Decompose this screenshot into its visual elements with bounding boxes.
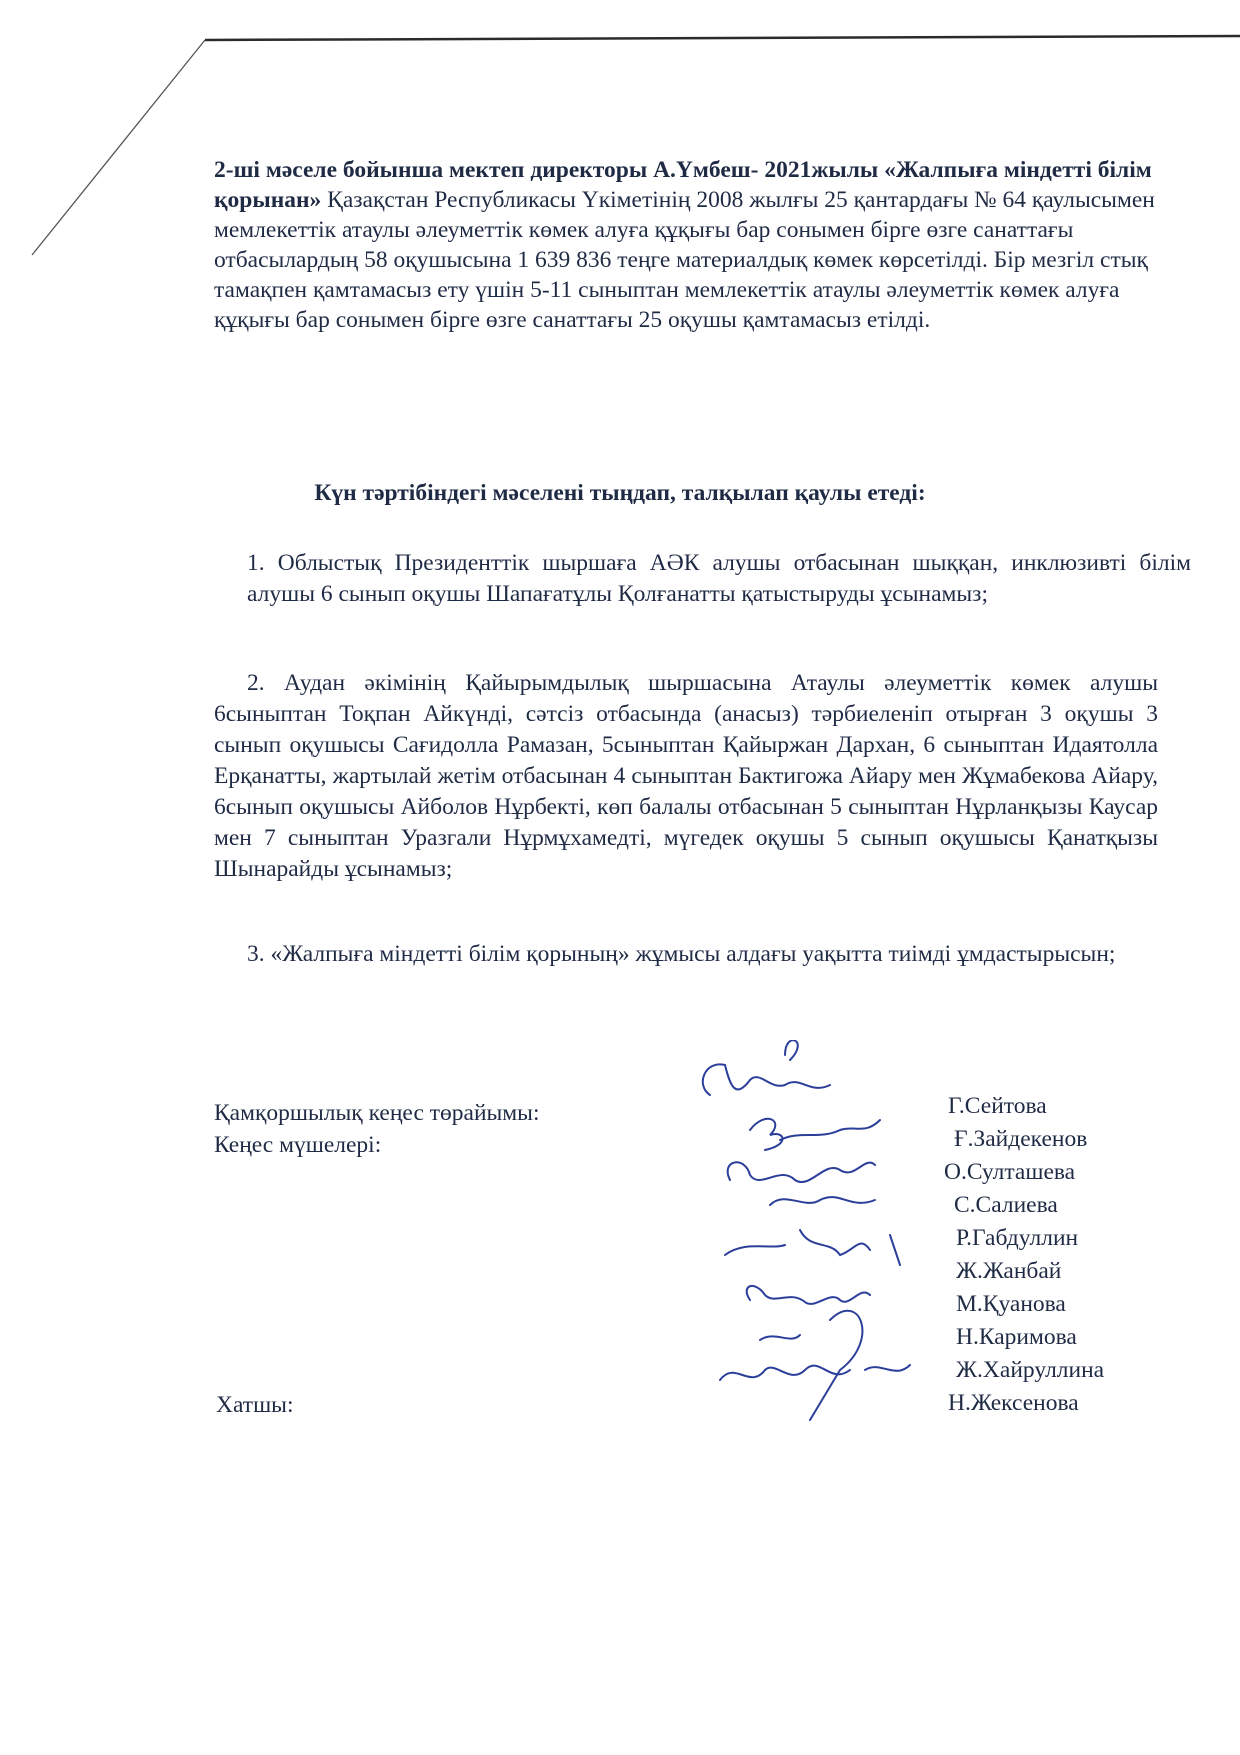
member-name: Ғ.Зайдекенов — [954, 1126, 1088, 1152]
resolution-item-1: 1. Облыстық Президенттік шыршаға АӘК алушы отбасынан шыққан, инклюзивті білім алушы 6 сынып оқушы Шапағатұлы Қолғанатты қатыстыруды ұсынамыз; — [247, 550, 1191, 607]
member-name: О.Султашева — [944, 1159, 1076, 1185]
intro-text: Қазақстан Республикасы Үкіметінің 2008 жылғы 25 қантардағы № 64 қаулысымен мемлекеттік атаулы әлеуметтік көмек алуға құқығы бар сонымен бірге өзге санаттағы отбасылардың 58 оқушысына 1 639 836 теңге материалдық көмек көрсетілді. Бір мезгіл стық тамақпен қамтамасыз ету үшін 5-11 сыныптан мемлекеттік атаулы әлеуметтік көмек алуға құқығы бар сонымен бірге өзге санаттағы 25 оқушы қамтамасыз етілді. — [214, 187, 1155, 333]
secretary-label: Хатшы: — [216, 1392, 294, 1418]
resolution-item-3: 3. «Жалпыға міндетті білім қорының» жұмысы алдағы уақытта тиімді ұмдастырысын; — [247, 941, 1116, 967]
member-name: С.Салиева — [954, 1192, 1058, 1218]
member-name: Н.Жексенова — [948, 1390, 1079, 1416]
member-name: Ж.Хайруллина — [956, 1357, 1105, 1383]
member-name: М.Қуанова — [956, 1291, 1066, 1317]
member-name: Р.Габдуллин — [956, 1225, 1079, 1251]
handwritten-signatures — [690, 1040, 970, 1430]
resolution-heading: Күн тәртібіндегі мәселені тыңдап, талқылап қаулы етеді: — [314, 480, 926, 506]
intro-bold: 2-ші мәселе бойынша мектеп директоры А.Үмбеш- 2021жылы «Жалпыға міндетті білім қорынан» — [214, 157, 1152, 213]
intro-paragraph — [214, 155, 1164, 335]
member-name: Н.Каримова — [956, 1324, 1077, 1350]
member-name: Ж.Жанбай — [956, 1258, 1062, 1284]
member-name: Г.Сейтова — [948, 1093, 1047, 1119]
chair-label: Қамқоршылық кеңес төрайымы: — [214, 1100, 540, 1126]
members-label: Кеңес мүшелері: — [214, 1132, 382, 1158]
resolution-item-2: 2. Аудан әкімінің Қайырымдылық шыршасына Атаулы әлеуметтік көмек алушы 6сыныптан Тоқпан Айкүнді, сәтсіз отбасында (анасыз) тәрбиеленіп отырған 3 оқушы 3 сынып оқушысы Сағидолла Рамазан, 5сыныптан Қайыржан Дархан, 6 сыныптан Идаятолла Ерқанатты, жартылай жетім отбасынан 4 сыныптан Бактигожа Айару мен Жұмабекова Айару, 6сынып оқушысы Айболов Нұрбекті, көп балалы отбасынан 5 сыныптан Нұрланқызы Каусар мен 7 сыныптан Уразгали Нұрмұхамедті, мүгедек оқушы 5 сынып оқушысы Қанатқызы Шынарайды ұсынамыз; — [214, 670, 1158, 882]
member-names-list — [944, 1090, 1105, 1420]
